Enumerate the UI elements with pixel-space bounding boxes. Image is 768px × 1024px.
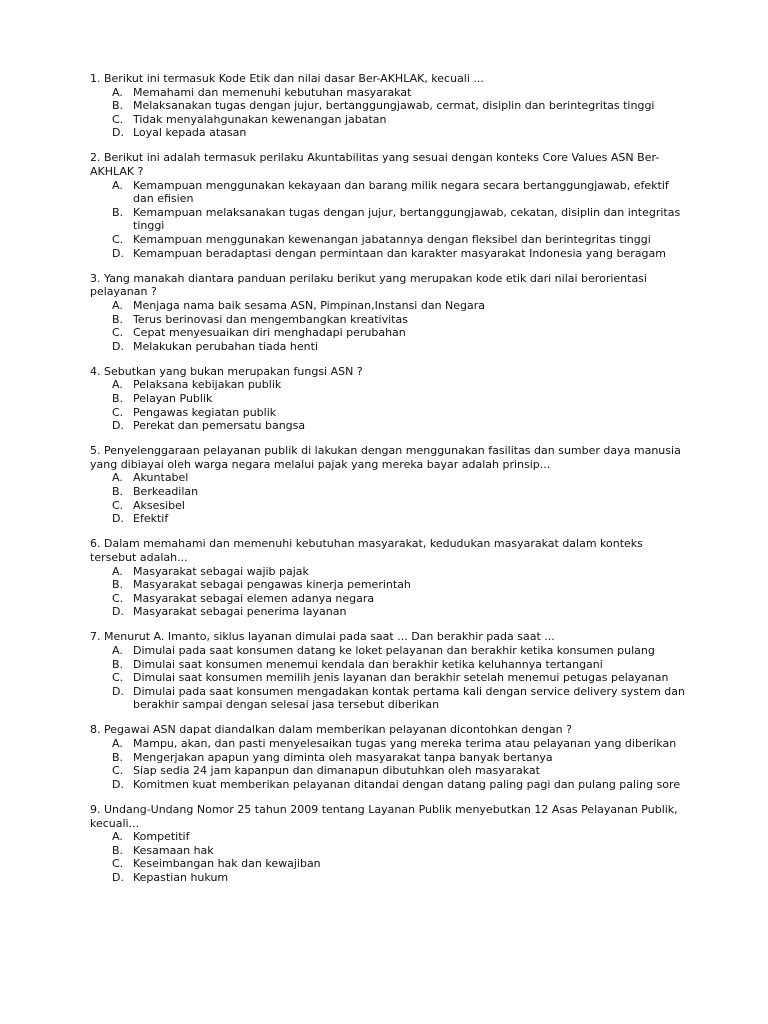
option-letter: B. — [112, 657, 124, 671]
option-item — [90, 857, 688, 871]
option-text: Kompetitif — [133, 830, 190, 844]
option-item — [90, 592, 688, 606]
option-text: Masyarakat sebagai pengawas kinerja pemerintah — [133, 578, 411, 592]
option-item — [90, 419, 688, 433]
option-item — [90, 299, 688, 313]
option-text: Komitmen kuat memberikan pelayanan ditandai dengan datang paling pagi dan pulang paling sore — [133, 777, 681, 791]
question-text: 8. Pegawai ASN dapat diandalkan dalam memberikan pelayanan dicontohkan dengan ? — [90, 723, 572, 737]
option-letter: C. — [112, 764, 124, 778]
option-text: Siap sedia 24 jam kapanpun dan dimanapun dibutuhkan oleh masyarakat — [133, 764, 540, 778]
question-1 — [90, 72, 688, 140]
question-7 — [90, 630, 688, 712]
option-letter: B. — [112, 843, 124, 857]
option-text: Kemampuan menggunakan kekayaan dan barang milik negara secara bertanggungjawab, efektif dan efisien — [133, 178, 669, 206]
option-text: Pelaksana kebijakan publik — [133, 378, 282, 392]
option-letter: C. — [112, 671, 124, 685]
option-list — [90, 644, 688, 712]
option-letter: D. — [112, 419, 124, 433]
option-letter: D. — [112, 605, 124, 619]
option-item — [90, 871, 688, 885]
option-text: Kemampuan menggunakan kewenangan jabatannya dengan fleksibel dan berintegritas tinggi — [133, 233, 651, 247]
option-item — [90, 671, 688, 685]
option-letter: A. — [112, 85, 123, 99]
option-letter: D. — [112, 339, 124, 353]
option-item — [90, 778, 688, 792]
option-item — [90, 126, 688, 140]
option-letter: C. — [112, 591, 124, 605]
question-8 — [90, 723, 688, 791]
option-item — [90, 247, 688, 261]
option-text: Dimulai pada saat konsumen mengadakan kontak pertama kali dengan service delivery system dan berakhir sampai dengan selesai jasa tersebut diberikan — [133, 684, 685, 712]
option-list — [90, 737, 688, 791]
option-letter: D. — [112, 512, 124, 526]
option-item — [90, 233, 688, 247]
option-text: Berkeadilan — [133, 485, 199, 499]
option-text: Mengerjakan apapun yang diminta oleh masyarakat tanpa banyak bertanya — [133, 750, 553, 764]
option-item — [90, 206, 688, 233]
option-item — [90, 340, 688, 354]
question-3 — [90, 272, 688, 354]
option-item — [90, 499, 688, 513]
option-letter: A. — [112, 830, 123, 844]
option-letter: C. — [112, 857, 124, 871]
option-text: Melaksanakan tugas dengan jujur, bertanggungjawab, cermat, disiplin dan berintegritas tinggi — [133, 99, 655, 113]
option-item — [90, 326, 688, 340]
option-list — [90, 565, 688, 619]
option-item — [90, 378, 688, 392]
question-2 — [90, 151, 688, 260]
option-letter: B. — [112, 391, 124, 405]
question-6 — [90, 537, 688, 619]
option-list — [90, 299, 688, 353]
question-text: 9. Undang-Undang Nomor 25 tahun 2009 tentang Layanan Publik menyebutkan 12 Asas Pelayanan Publik, kecuali... — [90, 802, 678, 830]
option-letter: C. — [112, 112, 124, 126]
option-text: Masyarakat sebagai penerima layanan — [133, 605, 347, 619]
option-letter: C. — [112, 326, 124, 340]
option-list — [90, 471, 688, 525]
option-text: Dimulai saat konsumen menemui kendala dan berakhir ketika keluhannya tertangani — [133, 657, 603, 671]
option-text: Keseimbangan hak dan kewajiban — [133, 857, 321, 871]
option-text: Kesamaan hak — [133, 843, 214, 857]
option-text: Cepat menyesuaikan diri menghadapi perubahan — [133, 326, 406, 340]
option-item — [90, 313, 688, 327]
option-item — [90, 86, 688, 100]
option-letter: D. — [112, 126, 124, 140]
option-text: Mampu, akan, dan pasti menyelesaikan tugas yang mereka terima atau pelayanan yang diberikan — [133, 737, 677, 751]
option-text: Efektif — [133, 512, 169, 526]
option-list — [90, 830, 688, 884]
option-item — [90, 406, 688, 420]
option-text: Menjaga nama baik sesama ASN, Pimpinan,Instansi dan Negara — [133, 298, 486, 312]
option-letter: C. — [112, 498, 124, 512]
option-text: Kemampuan beradaptasi dengan permintaan dan karakter masyarakat Indonesia yang beragam — [133, 246, 666, 260]
option-text: Tidak menyalahgunakan kewenangan jabatan — [133, 112, 387, 126]
option-list — [90, 378, 688, 432]
option-letter: A. — [112, 564, 123, 578]
option-item — [90, 644, 688, 658]
option-letter: D. — [112, 870, 124, 884]
option-text: Perekat dan pemersatu bangsa — [133, 419, 306, 433]
option-letter: B. — [112, 750, 124, 764]
question-4 — [90, 365, 688, 433]
option-letter: A. — [112, 643, 123, 657]
option-text: Dimulai saat konsumen memilih jenis layanan dan berakhir setelah menemui petugas pelayanan — [133, 671, 669, 685]
option-item — [90, 751, 688, 765]
option-item — [90, 605, 688, 619]
question-9 — [90, 803, 688, 885]
option-text: Dimulai pada saat konsumen datang ke loket pelayanan dan berakhir ketika konsumen pulang — [133, 643, 655, 657]
option-letter: A. — [112, 471, 123, 485]
option-letter: A. — [112, 737, 123, 751]
option-text: Loyal kepada atasan — [133, 126, 247, 140]
option-letter: A. — [112, 298, 123, 312]
option-item — [90, 565, 688, 579]
option-item — [90, 99, 688, 113]
option-item — [90, 471, 688, 485]
question-5 — [90, 444, 688, 526]
option-text: Melakukan perubahan tiada henti — [133, 339, 319, 353]
option-letter: C. — [112, 405, 124, 419]
option-item — [90, 179, 688, 206]
question-text: 5. Penyelenggaraan pelayanan publik di lakukan dengan menggunakan fasilitas dan sumber daya manusia yang dibiayai oleh warga negara melalui pajak yang mereka bayar adalah prinsip... — [90, 444, 681, 471]
option-letter: B. — [112, 205, 124, 219]
option-item — [90, 512, 688, 526]
option-text: Pelayan Publik — [133, 391, 213, 405]
question-text: 3. Yang manakah diantara panduan perilaku berikut yang merupakan kode etik dari nilai berorientasi pelayanan ? — [90, 271, 647, 299]
option-letter: D. — [112, 777, 124, 791]
question-text: 7. Menurut A. Imanto, siklus layanan dimulai pada saat ... Dan berakhir pada saat ... — [90, 630, 555, 644]
option-item — [90, 737, 688, 751]
option-list — [90, 86, 688, 140]
option-text: Kemampuan melaksanakan tugas dengan jujur, bertanggungjawab, cekatan, disiplin dan integritas tinggi — [133, 205, 681, 233]
question-text: 1. Berikut ini termasuk Kode Etik dan nilai dasar Ber-AKHLAK, kecuali ... — [90, 72, 484, 85]
option-text: Kepastian hukum — [133, 870, 229, 884]
option-text: Aksesibel — [133, 498, 185, 512]
option-letter: B. — [112, 312, 124, 326]
option-letter: B. — [112, 485, 124, 499]
option-letter: A. — [112, 378, 123, 392]
option-letter: B. — [112, 99, 124, 113]
option-item — [90, 392, 688, 406]
option-letter: A. — [112, 178, 123, 192]
option-letter: D. — [112, 246, 124, 260]
option-text: Masyarakat sebagai elemen adanya negara — [133, 591, 375, 605]
option-item — [90, 485, 688, 499]
option-item — [90, 658, 688, 672]
option-letter: B. — [112, 578, 124, 592]
option-text: Pengawas kegiatan publik — [133, 405, 277, 419]
option-text: Memahami dan memenuhi kebutuhan masyarakat — [133, 85, 412, 99]
option-text: Masyarakat sebagai wajib pajak — [133, 564, 309, 578]
option-text: Akuntabel — [133, 471, 189, 485]
option-letter: D. — [112, 684, 124, 698]
option-item — [90, 830, 688, 844]
option-item — [90, 578, 688, 592]
question-text: 4. Sebutkan yang bukan merupakan fungsi ASN ? — [90, 364, 363, 378]
option-item — [90, 844, 688, 858]
question-text: 2. Berikut ini adalah termasuk perilaku Akuntabilitas yang sesuai dengan konteks Core Values ASN Ber-AKHLAK ? — [90, 151, 660, 179]
option-text: Terus berinovasi dan mengembangkan kreativitas — [133, 312, 408, 326]
option-letter: C. — [112, 233, 124, 247]
question-text: 6. Dalam memahami dan memenuhi kebutuhan masyarakat, kedudukan masyarakat dalam konteks tersebut adalah... — [90, 537, 643, 564]
option-item — [90, 764, 688, 778]
option-item — [90, 113, 688, 127]
option-item — [90, 685, 688, 712]
option-list — [90, 179, 688, 261]
